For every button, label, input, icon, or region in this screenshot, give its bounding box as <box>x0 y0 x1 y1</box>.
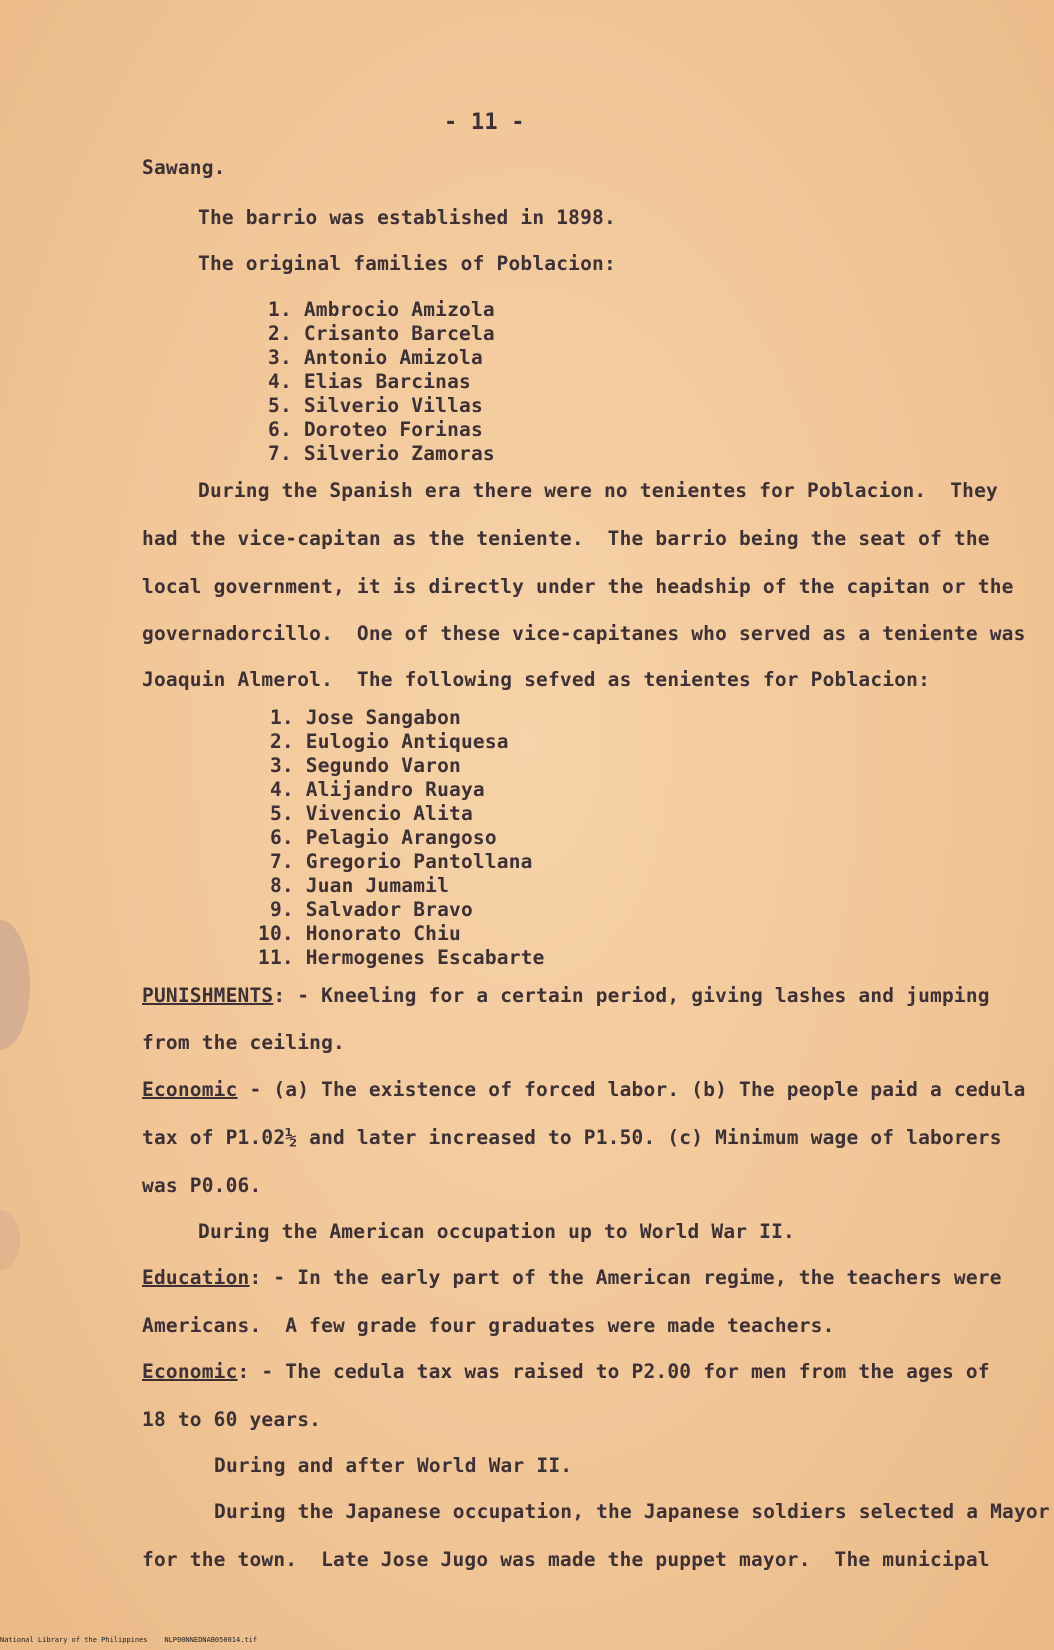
list-item: 5. Vivencio Alita <box>258 802 473 825</box>
text-line <box>142 1360 990 1383</box>
list-item: 2. Crisanto Barcela <box>268 322 495 345</box>
text-line: The original families of Poblacion: <box>198 252 616 275</box>
text-line: The barrio was established in 1898. <box>198 206 616 229</box>
section-heading: During and after World War II. <box>214 1454 573 1477</box>
text-line: Joaquin Almerol. The following sefved as tenientes for Poblacion: <box>142 668 931 691</box>
list-item: 8. Juan Jumamil <box>258 874 450 897</box>
text-line: from the ceiling. <box>142 1031 345 1054</box>
text-line: tax of P1.02½ and later increased to P1.50. (c) Minimum wage of laborers <box>142 1126 1002 1149</box>
paper-stain <box>0 920 30 1050</box>
list-item: 1. Ambrocio Amizola <box>268 298 495 321</box>
text-line: for the town. Late Jose Jugo was made the puppet mayor. The municipal <box>142 1548 990 1571</box>
list-item: 10. Honorato Chiu <box>258 922 461 945</box>
text-line: was P0.06. <box>142 1174 262 1197</box>
list-item: 5. Silverio Villas <box>268 394 483 417</box>
archive-footer: National Library of the Philippines NLP00NNEDNAB050014.tif <box>0 1636 258 1644</box>
list-item: 4. Elias Barcinas <box>268 370 471 393</box>
text-line: governadorcillo. One of these vice-capitanes who served as a teniente was <box>142 622 1026 645</box>
text-line: During the Spanish era there were no tenientes for Poblacion. They <box>198 479 998 502</box>
list-item: 7. Gregorio Pantollana <box>258 850 533 873</box>
text-line <box>142 1266 1002 1289</box>
section-text: - (a) The existence of forced labor. (b) The people paid a cedula <box>237 1078 1026 1101</box>
section-label: Education <box>142 1266 250 1289</box>
section-text: : - In the early part of the American regime, the teachers were <box>249 1266 1002 1289</box>
paper-stain <box>0 1210 20 1270</box>
list-item: 9. Salvador Bravo <box>258 898 473 921</box>
section-text: : - Kneeling for a certain period, giving lashes and jumping <box>273 984 990 1007</box>
list-item: 3. Antonio Amizola <box>268 346 483 369</box>
text-line: had the vice-capitan as the teniente. The barrio being the seat of the <box>142 527 990 550</box>
text-line: local government, it is directly under the headship of the capitan or the <box>142 575 1014 598</box>
page-number: - 11 - <box>444 110 525 135</box>
list-item: 6. Doroteo Forinas <box>268 418 483 441</box>
section-text: : - The cedula tax was raised to P2.00 for men from the ages of <box>237 1360 990 1383</box>
text-line: Americans. A few grade four graduates were made teachers. <box>142 1314 835 1337</box>
list-item: 6. Pelagio Arangoso <box>258 826 497 849</box>
list-item: 11. Hermogenes Escabarte <box>258 946 545 969</box>
text-line <box>142 1078 1026 1101</box>
section-label: Economic <box>142 1360 238 1383</box>
text-line: Sawang. <box>142 156 226 179</box>
text-line: 18 to 60 years. <box>142 1408 322 1431</box>
list-item: 7. Silverio Zamoras <box>268 442 495 465</box>
section-heading: During the American occupation up to World War II. <box>198 1220 795 1243</box>
list-item: 3. Segundo Varon <box>258 754 461 777</box>
text-line: During the Japanese occupation, the Japanese soldiers selected a Mayor <box>214 1500 1050 1523</box>
list-item: 2. Eulogio Antiquesa <box>258 730 509 753</box>
list-item: 1. Jose Sangabon <box>258 706 461 729</box>
section-label: Economic <box>142 1078 238 1101</box>
section-label: PUNISHMENTS <box>142 984 274 1007</box>
list-item: 4. Alijandro Ruaya <box>258 778 485 801</box>
text-line <box>142 984 990 1007</box>
